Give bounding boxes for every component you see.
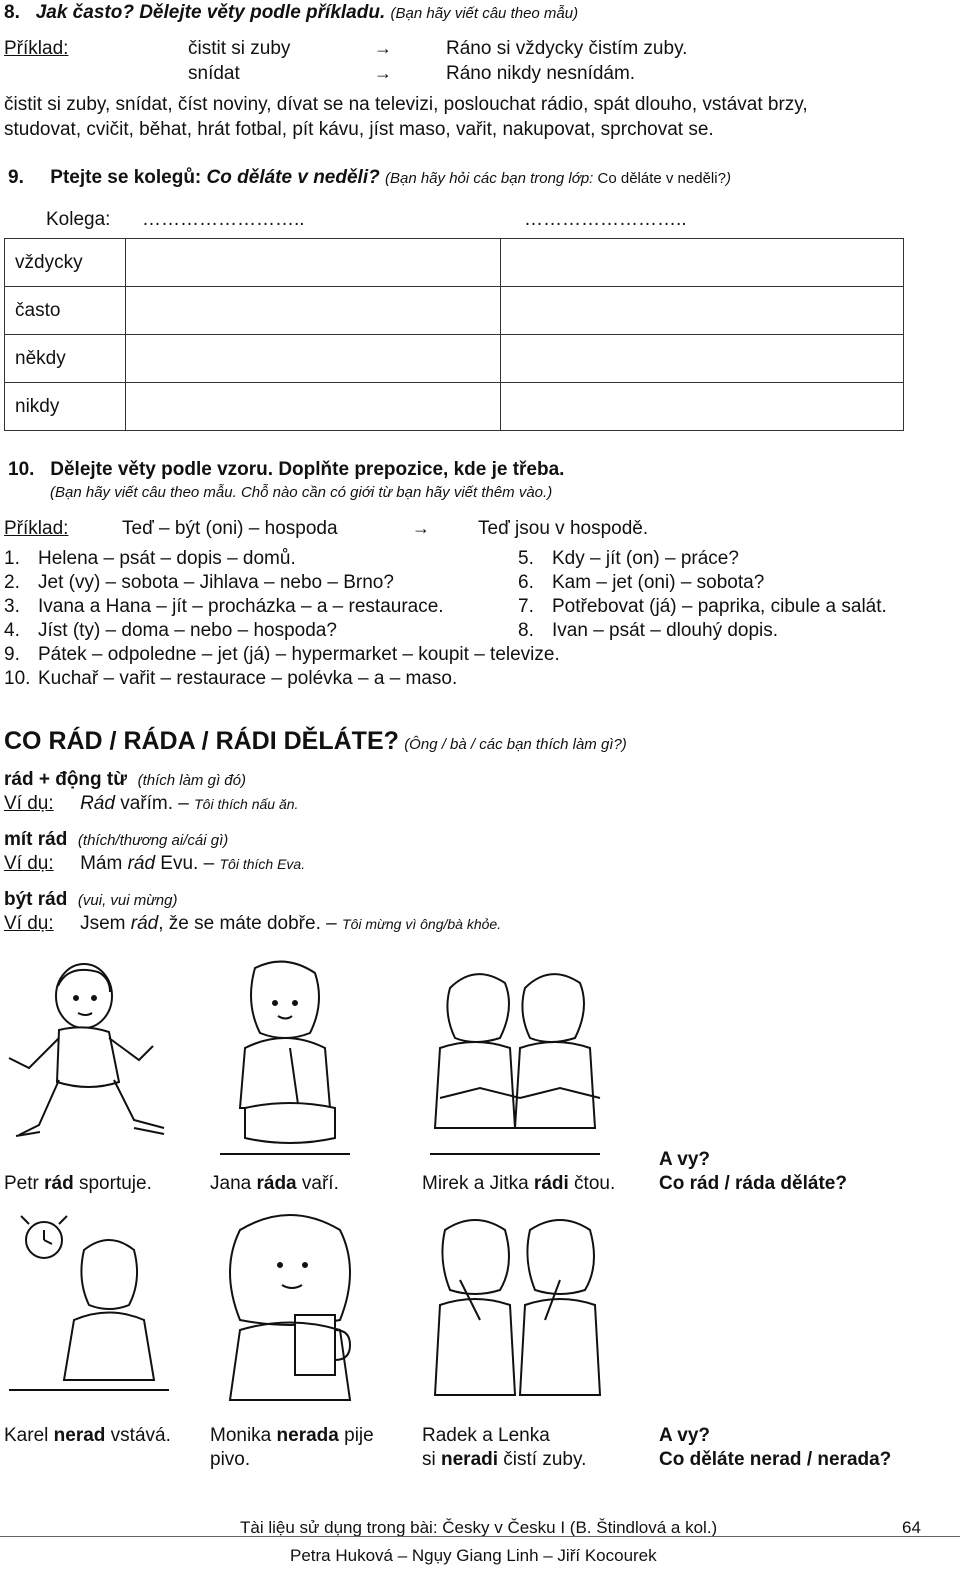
gloss: (vui, vui mừng) [77,892,178,909]
arrow-icon: → [412,518,430,538]
example-word: Rád [80,793,115,814]
row-label: někdy [5,335,126,383]
caption-text: čtou. [568,1173,616,1194]
answer-cell[interactable] [501,239,904,287]
footer-divider [0,1536,960,1537]
item-text: Jet (vy) – sobota – Jihlava – nebo – Brno? [38,572,394,593]
item-number: 7. [518,596,534,617]
ex10-number: 10. [8,459,35,480]
arrow-icon: → [374,63,392,83]
list-item [518,620,778,642]
rad-block-3-example [4,913,501,935]
gloss: (thích/thương ai/cái gì) [77,832,229,849]
row-label: často [5,287,126,335]
ex8-number: 8. [4,2,20,23]
question-a-vy: A vy? [659,1149,711,1170]
example-text: Mám [80,853,128,874]
ex10-hint: (Bạn hãy viết câu theo mẫu. Chỗ nào cần có giới từ bạn hãy viết thêm vào.) [50,484,553,501]
item-number: 9. [4,644,20,665]
page-number: 64 [902,1518,921,1537]
item-number: 1. [4,548,20,569]
caption-keyword: rádi [533,1173,569,1194]
example-text: vařím. [114,793,173,814]
item-number: 3. [4,596,20,617]
caption-keyword: rád [44,1173,74,1194]
table-row [5,335,904,383]
ex10-example-label: Příklad: [4,518,69,539]
table-row [5,287,904,335]
example-label: Ví dụ: [4,853,54,874]
example-word: rád [127,853,156,874]
list-item [4,668,457,690]
woman-with-beer-illustration [210,1210,380,1410]
question-co-delate-nerad: Co děláte nerad / nerada? [659,1449,892,1470]
girl-cooking-illustration [210,958,360,1158]
couple-brushing-teeth-illustration [420,1210,610,1410]
caption-keyword: nerad [53,1425,106,1446]
item-number: 8. [518,620,534,641]
dash: – [203,853,215,874]
answer-cell[interactable] [126,239,501,287]
caption-karel [4,1425,171,1447]
ex9-number: 9. [8,167,24,188]
answer-cell[interactable] [501,335,904,383]
frequency-table [4,238,904,431]
item-number: 4. [4,620,20,641]
caption-text: vstává. [105,1425,171,1446]
dash: – [178,793,189,814]
ex10-title: Dělejte věty podle vzoru. Doplňte prepozice, kde je třeba. [50,459,565,480]
ex8-example-label: Příklad: [4,38,69,59]
item-text: Kam – jet (oni) – sobota? [552,572,765,593]
item-text: Potřebovat (já) – paprika, cibule a salát. [552,596,887,617]
list-item [4,572,394,594]
rad-block-3-term [4,889,177,911]
caption-petr [4,1173,152,1195]
term: mít rád [4,829,68,850]
answer-cell[interactable] [126,287,501,335]
caption-text: Mirek a Jitka [422,1173,534,1194]
caption-radek-lenka: Radek a Lenka [422,1425,550,1446]
term: rád + động từ [4,769,128,790]
item-text: Jíst (ty) – doma – nebo – hospoda? [38,620,337,641]
caption-text: si [422,1449,441,1470]
answer-cell[interactable] [501,287,904,335]
ex8-hint: (Bạn hãy viết câu theo mẫu) [390,5,579,22]
list-item [518,596,887,618]
dash: – [326,913,337,934]
answer-cell[interactable] [501,383,904,431]
item-number: 2. [4,572,20,593]
table-row [5,239,904,287]
item-text: Ivana a Hana – jít – procházka – a – restaurace. [38,596,444,617]
colleague-name-blank-2[interactable]: …………………….. [524,209,687,230]
answer-cell[interactable] [126,335,501,383]
list-item [4,596,444,618]
item-text: Pátek – odpoledne – jet (já) – hypermarket – koupit – televize. [38,644,560,665]
ex9-hint-b: Co děláte v neděli? [597,170,726,187]
caption-keyword: neradi [441,1449,499,1470]
ex9-hint-a: (Bạn hãy hỏi các bạn trong lớp: [384,170,598,187]
footer-authors: Petra Huková – Ngụy Giang Linh – Jiří Kocourek [290,1546,657,1565]
ex8-example1-verb: čistit si zuby [188,38,291,59]
translation: Tôi thích nấu ăn. [194,796,299,812]
item-number: 6. [518,572,534,593]
caption-text: Karel [4,1425,54,1446]
list-item [518,548,739,570]
caption-text: sportuje. [73,1173,152,1194]
item-number: 5. [518,548,534,569]
footer-source: Tài liệu sử dụng trong bài: Česky v Česku I (B. Štindlová a kol.) [240,1518,718,1537]
caption-text: pije [338,1425,374,1446]
list-item [4,644,560,666]
example-text: Evu. [155,853,199,874]
ex8-word-list-line2: studovat, cvičit, běhat, hrát fotbal, pít kávu, jíst maso, vařit, nakupovat, sprchovat se. [4,119,714,140]
term: být rád [4,889,68,910]
man-waking-illustration [4,1210,174,1410]
couple-reading-illustration [420,958,610,1158]
question-a-vy-2: A vy? [659,1425,711,1446]
caption-jana [210,1173,339,1195]
caption-text: Jana [210,1173,257,1194]
list-item [4,548,296,570]
answer-cell[interactable] [126,383,501,431]
ex8-example1-sentence: Ráno si vždycky čistím zuby. [446,38,688,59]
ex8-example2-verb: snídat [188,63,240,84]
caption-keyword: nerada [276,1425,339,1446]
caption-text: vaří. [296,1173,339,1194]
row-label: vždycky [5,239,126,287]
colleague-name-blank-1[interactable]: …………………….. [142,209,305,230]
ex10-example-sentence: Teď jsou v hospodě. [478,518,649,539]
translation: Tôi thích Eva. [219,856,306,872]
item-number: 10. [4,668,31,689]
arrow-icon: → [374,38,392,58]
ex8-heading [4,2,578,24]
boy-running-illustration [4,958,174,1158]
example-word: rád [130,913,159,934]
item-text: Ivan – psát – dlouhý dopis. [552,620,779,641]
caption-text: čistí zuby. [498,1449,587,1470]
rad-block-2-example [4,853,305,875]
example-label: Ví dụ: [4,793,54,814]
translation: Tôi mừng vì ông/bà khỏe. [342,916,502,932]
caption-monika-line2: pivo. [210,1449,251,1470]
caption-mirek-jitka [422,1173,615,1195]
caption-keyword: ráda [256,1173,297,1194]
question-co-rad: Co rád / ráda děláte? [659,1173,847,1194]
ex8-word-list-line1: čistit si zuby, snídat, číst noviny, dívat se na televizi, poslouchat rádio, spát dlouho, vstávat brzy, [4,94,808,115]
caption-monika [210,1425,374,1447]
rad-block-1-term [4,769,246,791]
ex8-example2-sentence: Ráno nikdy nesnídám. [446,63,636,84]
caption-text: Petr [4,1173,45,1194]
caption-radek-lenka-line2 [422,1449,586,1471]
ex10-heading [8,459,564,481]
ex9-hint-c: ) [725,170,731,187]
item-text: Kdy – jít (on) – práce? [552,548,739,569]
ex8-title: Jak často? Dělejte věty podle příkladu. [35,2,386,23]
rad-heading [4,727,627,756]
row-label: nikdy [5,383,126,431]
ex9-heading [8,167,731,189]
example-text: , že se máte dobře. [158,913,321,934]
example-label: Ví dụ: [4,913,54,934]
caption-text: Monika [210,1425,277,1446]
list-item [4,620,337,642]
table-row [5,383,904,431]
list-item [518,572,764,594]
example-text: Jsem [80,913,131,934]
gloss: (thích làm gì đó) [137,772,246,789]
rad-heading-hint: (Ông / bà / các bạn thích làm gì?) [404,736,627,753]
item-text: Helena – psát – dopis – domů. [38,548,296,569]
rad-heading-title: CO RÁD / RÁDA / RÁDI DĚLÁTE? [4,727,399,755]
rad-block-1-example [4,793,298,815]
rad-block-2-term [4,829,228,851]
ex9-title-a: Ptejte se kolegů: [50,167,207,188]
ex10-example-words: Teď – být (oni) – hospoda [122,518,338,539]
colleague-label: Kolega: [46,209,111,230]
item-text: Kuchař – vařit – restaurace – polévka – a – maso. [38,668,458,689]
ex9-title-b: Co děláte v neděli? [206,167,380,188]
